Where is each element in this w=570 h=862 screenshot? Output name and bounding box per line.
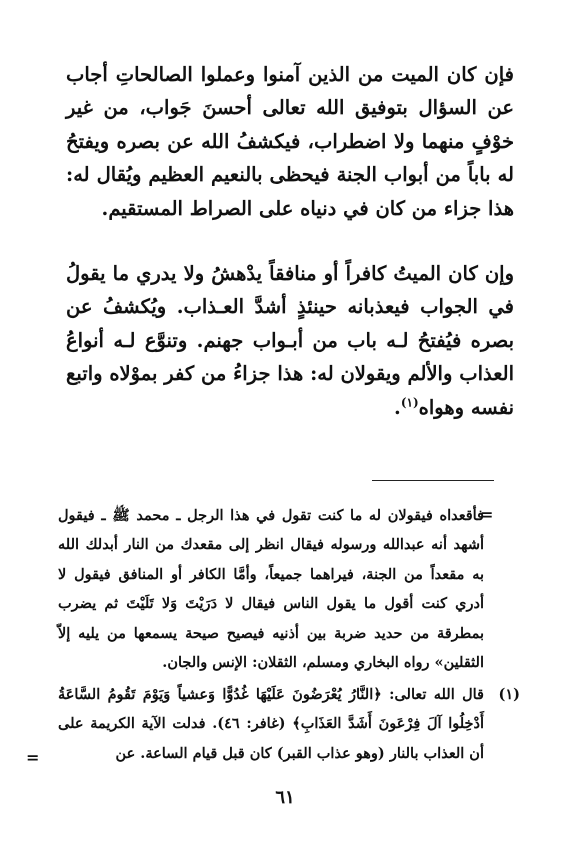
paragraph-disbeliever-text: وإن كان الميتُ كافراً أو منافقاً يدْهشُ ولا يدري ما يقولُ في الجواب فيعذبانه حينئذٍ أشدَّ العـذاب. ويُكشفُ عن بصره فيُفتحُ لـه باب من أبـواب جهنم. وتنوَّع لـه أنواعُ العذاب والألم ويقولان له: هذا جزاءُ من كفر بموْلاه واتبع نفسه وهواه [66,262,514,419]
paragraph-disbeliever: وإن كان الميتُ كافراً أو منافقاً يدْهشُ ولا يدري ما يقولُ في الجواب فيعذبانه حينئذٍ أشدَّ العـذاب. ويُكشفُ عن بصره فيُفتحُ لـه باب من أبـواب جهنم. وتنوَّع لـه أنواعُ العذاب والألم ويقولان له: هذا جزاءُ من كفر بموْلاه واتبع نفسه وهواه$^{(١)}$. [66,262,514,419]
paragraph-believer-text: فإن كان الميت من الذين آمنوا وعملوا الصالحاتِ أجاب عن السؤال بتوفيق الله تعالى أحسنَ جَواب، من غير خوْفٍ منهما ولا اضطراب، فيكشفُ الله عن بصره ويفتحُ له باباً من أبواب الجنة فيحظى بالنعيم العظيم ويُقال له: هذا جزاء من كان في دنياه على الصراط المستقيم. [66,63,514,220]
page-number: ٦١ [275,787,295,808]
footnote-continuation [58,501,484,677]
continuation-marker: = [480,505,494,524]
next-page-marker: = [26,748,40,767]
footnote-reference: (١) [400,395,419,410]
footnote-1-text: قال الله تعالى: ﴿النَّارُ يُعْرَضُونَ عَلَيْهَا غُدُوًّا وَعشياً وَيَوْمَ تَقُومُ السَّاعَةُ أَدْخِلُوا آلَ فِرْعَونَ أَشَدَّ العَذَابِ﴾ (غافر: ٤٦). فدلت الآية الكريمة على أن العذاب بالنار (وهو عذاب القبر) كان قبل قيام الساعة. عن [58,686,484,762]
footnote-continuation-text: فأقعداه فيقولان له ما كنت تقول في هذا الرجل ـ محمد ﷺ ـ فيقول أشهد أنه عبدالله ورسوله فيقال انظر إلى مقعدك من النار أبدلك الله به مقعداً من الجنة، فيراهما جميعاً، وأمَّا الكافر أو المنافق فيقول لا أدري كنت أقول ما يقول الناس فيقال لا دَرَيْتَ وَلا تَلَيْتَ ثم يضرب بمطرقة من حديد ضربة بين أذنيه فيصيح صيحة يسمعها من يليه إلاّ الثقلين» رواه البخاري ومسلم، الثقلان: الإنس والجان. [58,507,484,672]
paragraph-believer [66,58,514,225]
footnote-separator [372,480,494,481]
footnote-1-number: (١) [498,686,520,703]
